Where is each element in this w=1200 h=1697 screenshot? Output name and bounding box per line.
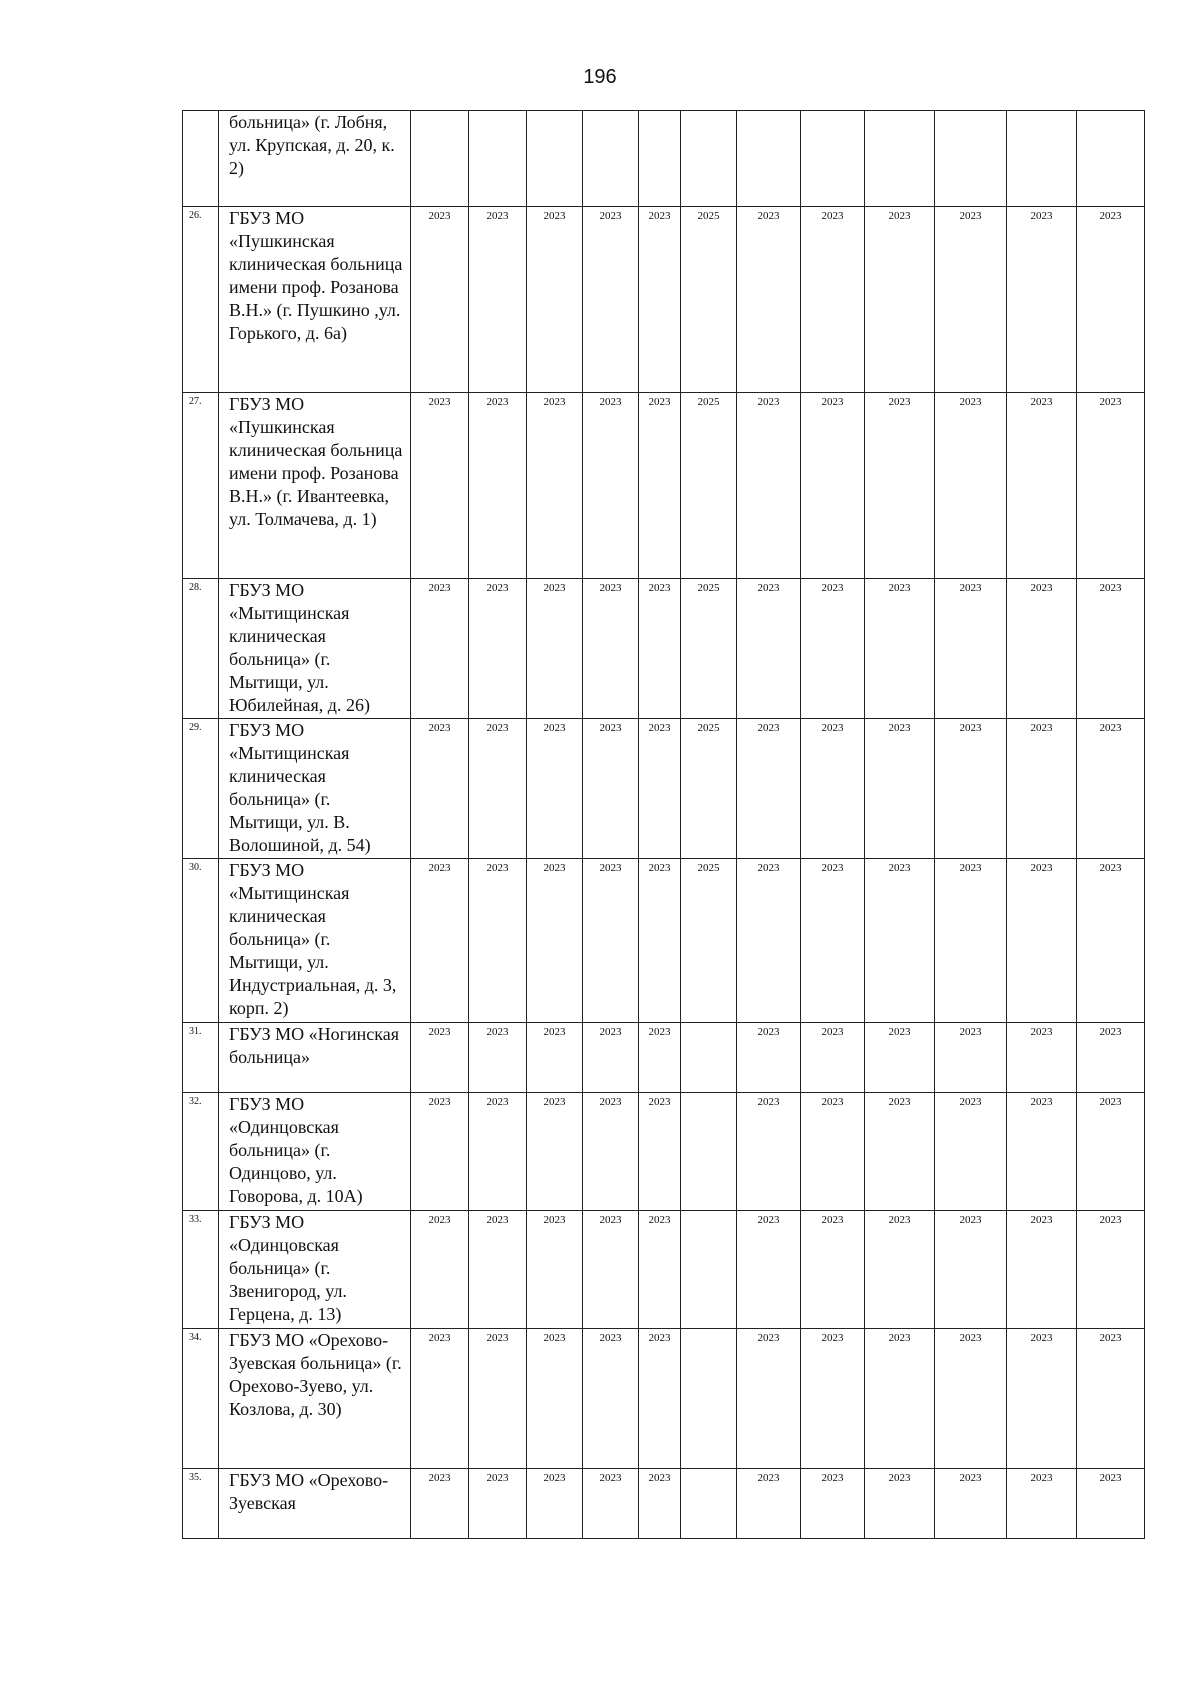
year-cell: 2023 [865,393,935,579]
table-row [183,207,1145,393]
year-cell [1077,111,1145,207]
year-cell [469,111,527,207]
year-cell: 2023 [469,393,527,579]
year-cell: 2023 [935,859,1007,1023]
year-cell: 2023 [935,393,1007,579]
year-cell: 2023 [935,579,1007,719]
year-cell: 2023 [801,719,865,859]
year-cell: 2023 [1007,1211,1077,1329]
year-cell: 2023 [469,1023,527,1093]
year-cell: 2023 [583,1023,639,1093]
year-cell: 2023 [411,719,469,859]
row-number: 26. [183,207,219,393]
table-body [183,111,1145,1539]
year-cell [935,111,1007,207]
year-cell: 2023 [1077,393,1145,579]
year-cell: 2023 [411,1093,469,1211]
institution-name: больница» (г. Лобня, ул. Крупская, д. 20, к. 2) [219,111,411,207]
year-cell: 2023 [1077,1329,1145,1469]
year-cell: 2023 [1007,393,1077,579]
year-cell: 2023 [469,1329,527,1469]
year-cell: 2023 [801,1469,865,1539]
year-cell [1007,111,1077,207]
year-cell: 2023 [1007,1469,1077,1539]
year-cell: 2023 [801,859,865,1023]
year-cell: 2023 [583,1211,639,1329]
year-cell: 2023 [737,1211,801,1329]
year-cell: 2023 [865,1093,935,1211]
year-cell: 2023 [411,1469,469,1539]
table-row [183,859,1145,1023]
year-cell: 2023 [801,393,865,579]
year-cell: 2023 [469,207,527,393]
year-cell: 2023 [737,1093,801,1211]
institution-name: ГБУЗ МО «Орехово-Зуевская [219,1469,411,1539]
year-cell: 2023 [935,1211,1007,1329]
year-cell: 2023 [583,579,639,719]
year-cell: 2023 [527,719,583,859]
row-number [183,111,219,207]
year-cell: 2023 [1007,207,1077,393]
institution-name: ГБУЗ МО «Пушкинская клиническая больница имени проф. Розанова В.Н.» (г. Пушкино ,ул. Горького, д. 6а) [219,207,411,393]
year-cell: 2023 [935,1023,1007,1093]
year-cell [801,111,865,207]
year-cell: 2023 [527,859,583,1023]
year-cell: 2023 [1007,1093,1077,1211]
year-cell: 2023 [583,1469,639,1539]
year-cell: 2023 [801,1093,865,1211]
year-cell [681,1093,737,1211]
year-cell: 2023 [583,1093,639,1211]
year-cell [681,1023,737,1093]
year-cell: 2023 [1007,579,1077,719]
year-cell: 2023 [737,207,801,393]
row-number: 35. [183,1469,219,1539]
table-row [183,111,1145,207]
year-cell: 2023 [639,859,681,1023]
year-cell: 2023 [865,207,935,393]
year-cell: 2023 [639,1211,681,1329]
year-cell: 2023 [865,1469,935,1539]
year-cell: 2023 [1077,1023,1145,1093]
year-cell: 2023 [935,207,1007,393]
table-row [183,1469,1145,1539]
institution-name: ГБУЗ МО «Одинцовская больница» (г. Одинцово, ул. Говорова, д. 10А) [219,1093,411,1211]
year-cell: 2023 [1077,207,1145,393]
year-cell: 2023 [411,1023,469,1093]
year-cell: 2023 [469,1469,527,1539]
institution-name: ГБУЗ МО «Орехово-Зуевская больница» (г. Орехово-Зуево, ул. Козлова, д. 30) [219,1329,411,1469]
year-cell: 2023 [639,1093,681,1211]
year-cell: 2023 [469,1093,527,1211]
year-cell [865,111,935,207]
year-cell: 2023 [469,1211,527,1329]
institution-name: ГБУЗ МО «Пушкинская клиническая больница имени проф. Розанова В.Н.» (г. Ивантеевка, ул. Толмачева, д. 1) [219,393,411,579]
year-cell: 2023 [527,1469,583,1539]
year-cell: 2023 [411,859,469,1023]
year-cell: 2023 [1007,719,1077,859]
year-cell: 2023 [865,1329,935,1469]
year-cell: 2023 [527,393,583,579]
year-cell: 2023 [1077,1211,1145,1329]
year-cell: 2023 [639,1469,681,1539]
row-number: 33. [183,1211,219,1329]
year-cell: 2023 [865,579,935,719]
year-cell: 2023 [639,1329,681,1469]
year-cell [681,111,737,207]
year-cell: 2023 [865,719,935,859]
year-cell: 2023 [583,1329,639,1469]
year-cell: 2023 [737,719,801,859]
year-cell: 2025 [681,207,737,393]
year-cell: 2023 [737,1329,801,1469]
table-row [183,579,1145,719]
year-cell: 2023 [639,719,681,859]
year-cell [411,111,469,207]
table-row [183,1329,1145,1469]
table-row [183,1023,1145,1093]
year-cell: 2023 [527,579,583,719]
year-cell: 2023 [469,719,527,859]
year-cell [681,1329,737,1469]
year-cell: 2025 [681,393,737,579]
year-cell: 2023 [411,393,469,579]
year-cell: 2025 [681,579,737,719]
page-number: 196 [583,66,617,88]
institution-name: ГБУЗ МО «Мытищинская клиническая больница» (г. Мытищи, ул. В. Волошиной, д. 54) [219,719,411,859]
year-cell [527,111,583,207]
year-cell: 2023 [1077,859,1145,1023]
year-cell [681,1469,737,1539]
year-cell: 2023 [1077,1093,1145,1211]
year-cell: 2023 [737,859,801,1023]
year-cell: 2023 [639,207,681,393]
year-cell: 2023 [411,207,469,393]
year-cell [583,111,639,207]
year-cell: 2023 [1077,719,1145,859]
year-cell: 2023 [411,1329,469,1469]
row-number: 31. [183,1023,219,1093]
year-cell: 2023 [583,719,639,859]
year-cell: 2023 [801,579,865,719]
year-cell: 2023 [469,859,527,1023]
year-cell [737,111,801,207]
year-cell: 2023 [639,579,681,719]
table-row [183,719,1145,859]
row-number: 30. [183,859,219,1023]
year-cell: 2023 [527,1023,583,1093]
year-cell: 2023 [1077,1469,1145,1539]
institution-name: ГБУЗ МО «Мытищинская клиническая больница» (г. Мытищи, ул. Индустриальная, д. 3, корп. 2) [219,859,411,1023]
year-cell [681,1211,737,1329]
year-cell: 2023 [935,719,1007,859]
year-cell: 2023 [527,1093,583,1211]
year-cell: 2023 [865,1211,935,1329]
year-cell: 2023 [639,393,681,579]
row-number: 29. [183,719,219,859]
year-cell: 2023 [865,859,935,1023]
year-cell: 2025 [681,859,737,1023]
year-cell: 2023 [801,1023,865,1093]
year-cell: 2023 [639,1023,681,1093]
institution-name: ГБУЗ МО «Мытищинская клиническая больница» (г. Мытищи, ул. Юбилейная, д. 26) [219,579,411,719]
year-cell: 2023 [935,1469,1007,1539]
year-cell: 2023 [865,1023,935,1093]
year-cell: 2023 [1077,579,1145,719]
year-cell: 2023 [411,579,469,719]
year-cell [639,111,681,207]
year-cell: 2023 [801,207,865,393]
year-cell: 2023 [935,1329,1007,1469]
year-cell: 2023 [527,207,583,393]
year-cell: 2023 [935,1093,1007,1211]
year-cell: 2023 [527,1329,583,1469]
year-cell: 2023 [737,1023,801,1093]
year-cell: 2023 [583,859,639,1023]
row-number: 32. [183,1093,219,1211]
year-cell: 2023 [583,393,639,579]
year-cell: 2023 [411,1211,469,1329]
institution-name: ГБУЗ МО «Одинцовская больница» (г. Звенигород, ул. Герцена, д. 13) [219,1211,411,1329]
year-cell: 2023 [583,207,639,393]
row-number: 34. [183,1329,219,1469]
table-row [183,1093,1145,1211]
schedule-table [182,110,1145,1539]
row-number: 28. [183,579,219,719]
year-cell: 2023 [737,1469,801,1539]
year-cell: 2023 [801,1211,865,1329]
table-row [183,1211,1145,1329]
row-number: 27. [183,393,219,579]
institution-name: ГБУЗ МО «Ногинская больница» [219,1023,411,1093]
year-cell: 2023 [469,579,527,719]
table-row [183,393,1145,579]
year-cell: 2023 [1007,1023,1077,1093]
year-cell: 2023 [1007,1329,1077,1469]
year-cell: 2023 [527,1211,583,1329]
year-cell: 2023 [737,393,801,579]
year-cell: 2023 [737,579,801,719]
year-cell: 2025 [681,719,737,859]
year-cell: 2023 [1007,859,1077,1023]
year-cell: 2023 [801,1329,865,1469]
